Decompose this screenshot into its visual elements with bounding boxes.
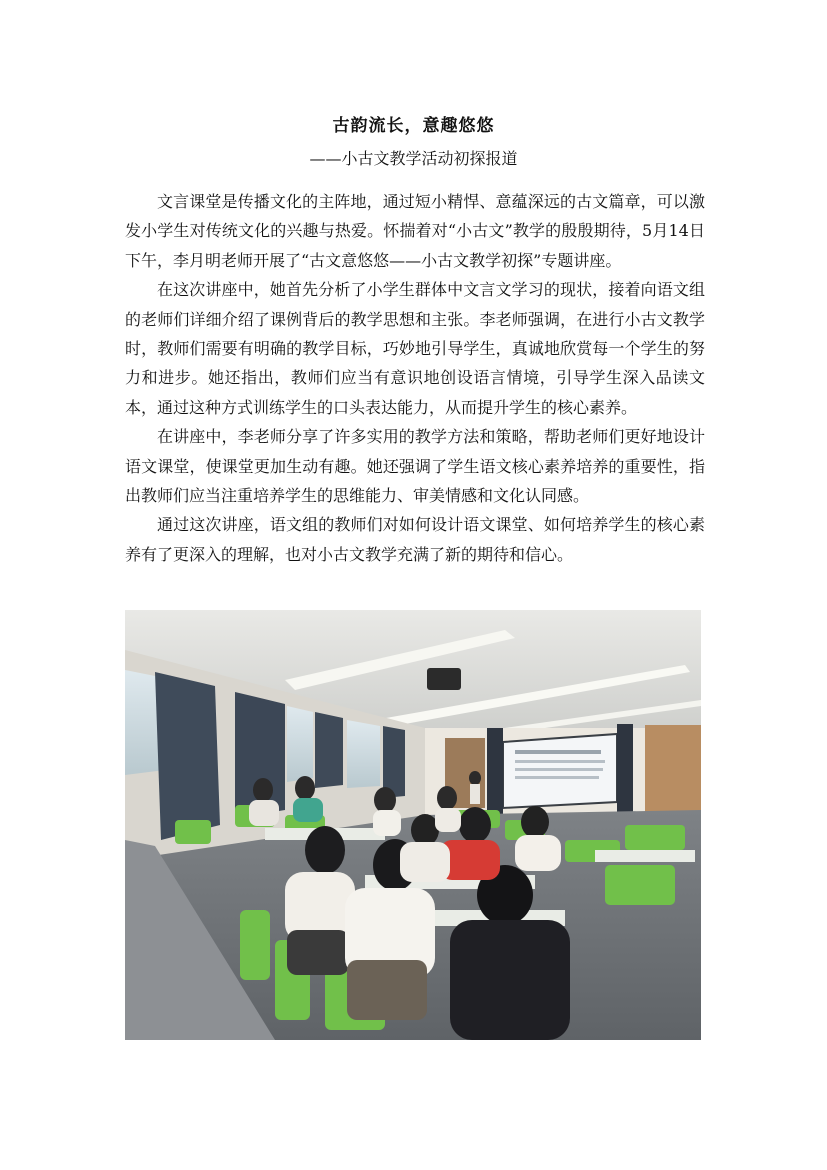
paragraph-2: 在这次讲座中，她首先分析了小学生群体中文言文学习的现状，接着向语文组的老师们详细介绍了课例背后的教学思想和主张。李老师强调，在进行小古文教学时，教师们需要有明确的教学目标，巧妙地引导学生，真诚地欣赏每一个学生的努力和进步。她还指出，教师们应当有意识地创设语言情境，引导学生深入品读文本，通过这种方式训练学生的口头表达能力，从而提升学生的核心素养。 bbox=[125, 280, 705, 417]
paragraph-3: 在讲座中，李老师分享了许多实用的教学方法和策略，帮助老师们更好地设计语文课堂，使课堂更加生动有趣。她还强调了学生语文核心素养培养的重要性，指出教师们应当注重培养学生的思维能力、审美情感和文化认同感。 bbox=[125, 427, 705, 506]
classroom-lecture-photo bbox=[125, 610, 701, 1040]
article-title: 古韵流长，意趣悠悠 bbox=[332, 116, 495, 136]
article-body bbox=[125, 187, 705, 569]
paragraph-1: 文言课堂是传播文化的主阵地，通过短小精悍、意蕴深远的古文篇章，可以激发小学生对传统文化的兴趣与热爱。怀揣着对“小古文”教学的殷殷期待，5月14日下午，李月明老师开展了“古文意悠悠——小古文教学初探”专题讲座。 bbox=[125, 192, 705, 270]
paragraph-4: 通过这次讲座，语文组的教师们对如何设计语文课堂、如何培养学生的核心素养有了更深入的理解，也对小古文教学充满了新的期待和信心。 bbox=[125, 515, 705, 564]
article-subtitle: ——小古文教学活动初探报道 bbox=[309, 149, 518, 168]
